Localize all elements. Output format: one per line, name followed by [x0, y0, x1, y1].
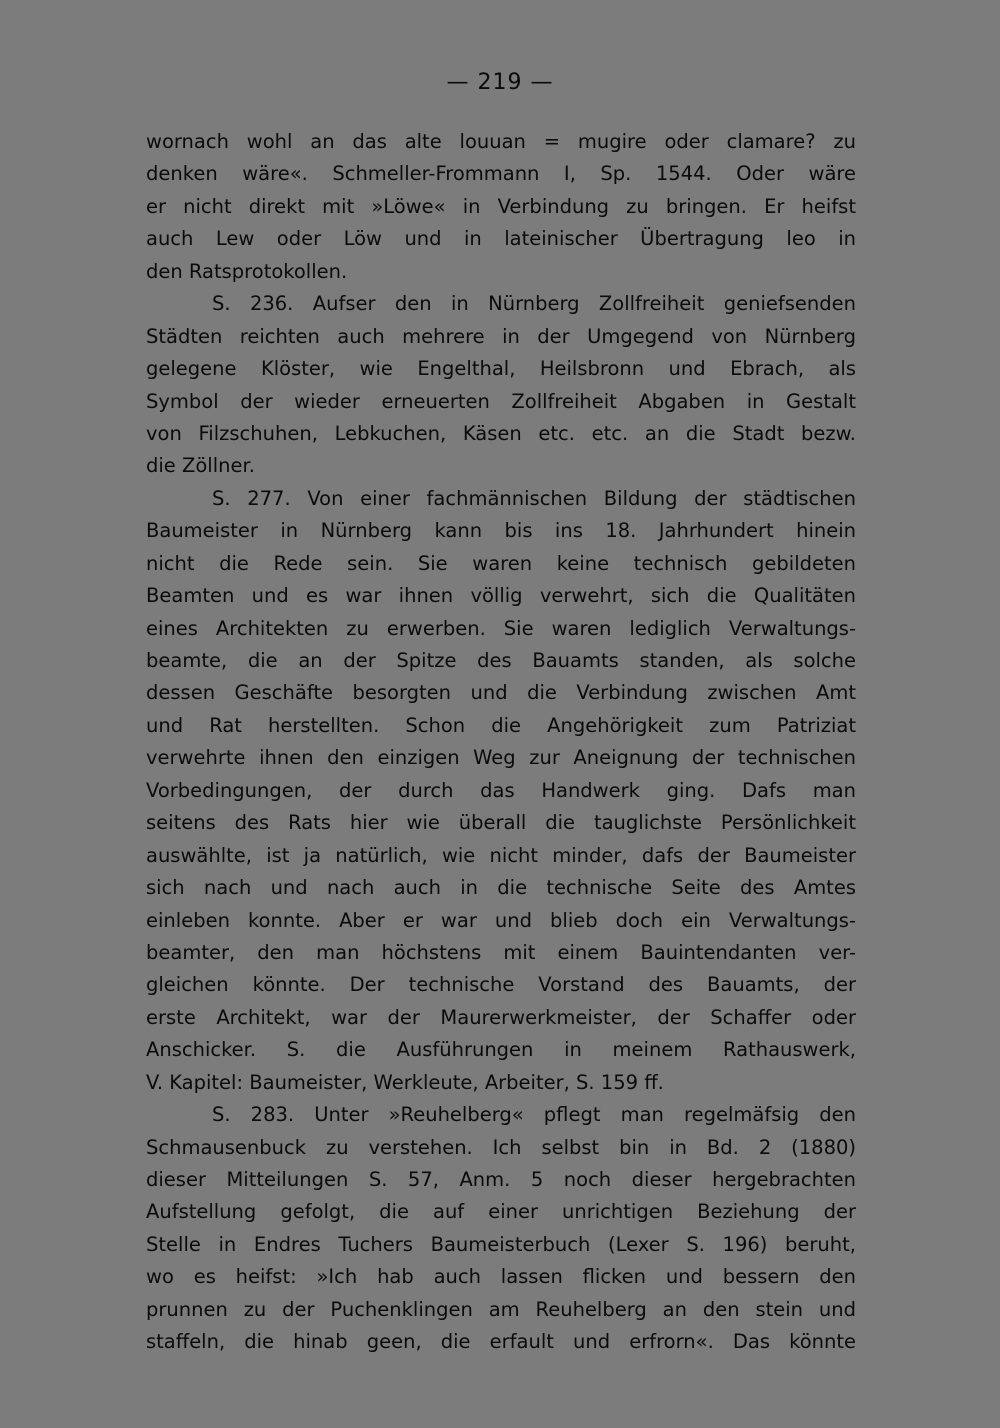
text-line: S. 277. Von einer fachmännischen Bildung der städtischen: [212, 486, 856, 510]
text-line: nicht die Rede sein. Sie waren keine technisch gebildeten: [146, 551, 856, 575]
text-line: und Rat herstellten. Schon die Angehörigkeit zum Patriziat: [146, 713, 856, 737]
text-line: wornach wohl an das alte louuan = mugire oder clamare? zu: [146, 130, 856, 153]
text-line: von Filzschuhen, Lebkuchen, Käsen etc. etc. an die Stadt bezw.: [146, 421, 856, 445]
text-line: beamte, die an der Spitze des Bauamts standen, als solche: [146, 649, 856, 672]
page-number: — 219 —: [446, 70, 554, 95]
text-line: Vorbedingungen, der durch das Handwerk ging. Dafs man: [146, 778, 856, 802]
text-line: seitens des Rats hier wie überall die tauglichste Persönlichkeit: [146, 811, 856, 835]
text-line: dessen Geschäfte besorgten und die Verbindung zwischen Amt: [146, 681, 856, 705]
text-line: den Ratsprotokollen.: [146, 259, 348, 283]
text-line: gelegene Klöster, wie Engelthal, Heilsbronn und Ebrach, als: [146, 357, 856, 381]
text-line: staffeln, die hinab geen, die erfault und erfrorn«. Das könnte: [146, 1330, 856, 1354]
text-line: gleichen könnte. Der technische Vorstand des Bauamts, der: [146, 973, 856, 997]
text-line: Beamten und es war ihnen völlig verwehrt, sich die Qualitäten: [146, 584, 856, 608]
body-text: [146, 126, 856, 1359]
text-line: beamter, den man höchstens mit einem Bauintendanten ver-: [146, 940, 856, 964]
text-line: er nicht direkt mit »Löwe« in Verbindung zu bringen. Er heifst: [146, 194, 856, 218]
text-line: eines Architekten zu erwerben. Sie waren lediglich Verwaltungs-: [146, 616, 856, 640]
text-line: auch Lew oder Löw und in lateinischer Übertragung leo in: [146, 227, 856, 251]
text-line: erste Architekt, war der Maurerwerkmeister, der Schaffer oder: [146, 1005, 856, 1029]
text-line: S. 236. Aufser den in Nürnberg Zollfreiheit geniefsenden: [212, 292, 856, 316]
text-line: sich nach und nach auch in die technische Seite des Amtes: [146, 876, 856, 900]
text-line: Schmausenbuck zu verstehen. Ich selbst bin in Bd. 2 (1880): [146, 1135, 856, 1159]
text-line: V. Kapitel: Baumeister, Werkleute, Arbeiter, S. 159 ff.: [146, 1070, 664, 1094]
text-line: Symbol der wieder erneuerten Zollfreiheit Abgaben in Gestalt: [146, 389, 856, 413]
text-line: einleben konnte. Aber er war und blieb doch ein Verwaltungs-: [146, 908, 856, 932]
text-line: auswählte, ist ja natürlich, wie nicht minder, dafs der Baumeister: [146, 843, 856, 867]
text-line: wo es heifst: »Ich hab auch lassen flicken und bessern den: [146, 1265, 856, 1289]
text-line: Baumeister in Nürnberg kann bis ins 18. Jahrhundert hinein: [146, 519, 856, 543]
text-line: prunnen zu der Puchenklingen am Reuhelberg an den stein und: [146, 1297, 856, 1321]
text-line: Städten reichten auch mehrere in der Umgegend von Nürnberg: [146, 324, 856, 348]
text-line: denken wäre«. Schmeller-Frommann I, Sp. 1544. Oder wäre: [146, 162, 856, 186]
text-line: verwehrte ihnen den einzigen Weg zur Aneignung der technischen: [146, 746, 856, 770]
text-line: Aufstellung gefolgt, die auf einer unrichtigen Beziehung der: [146, 1200, 856, 1224]
text-line: dieser Mitteilungen S. 57, Anm. 5 noch dieser hergebrachten: [146, 1168, 856, 1191]
text-line: die Zöllner.: [146, 454, 255, 478]
text-line: Anschicker. S. die Ausführungen in meinem Rathauswerk,: [146, 1038, 856, 1062]
text-line: S. 283. Unter »Reuhelberg« pflegt man regelmäfsig den: [212, 1103, 856, 1127]
text-line: Stelle in Endres Tuchers Baumeisterbuch (Lexer S. 196) beruht,: [146, 1232, 856, 1256]
